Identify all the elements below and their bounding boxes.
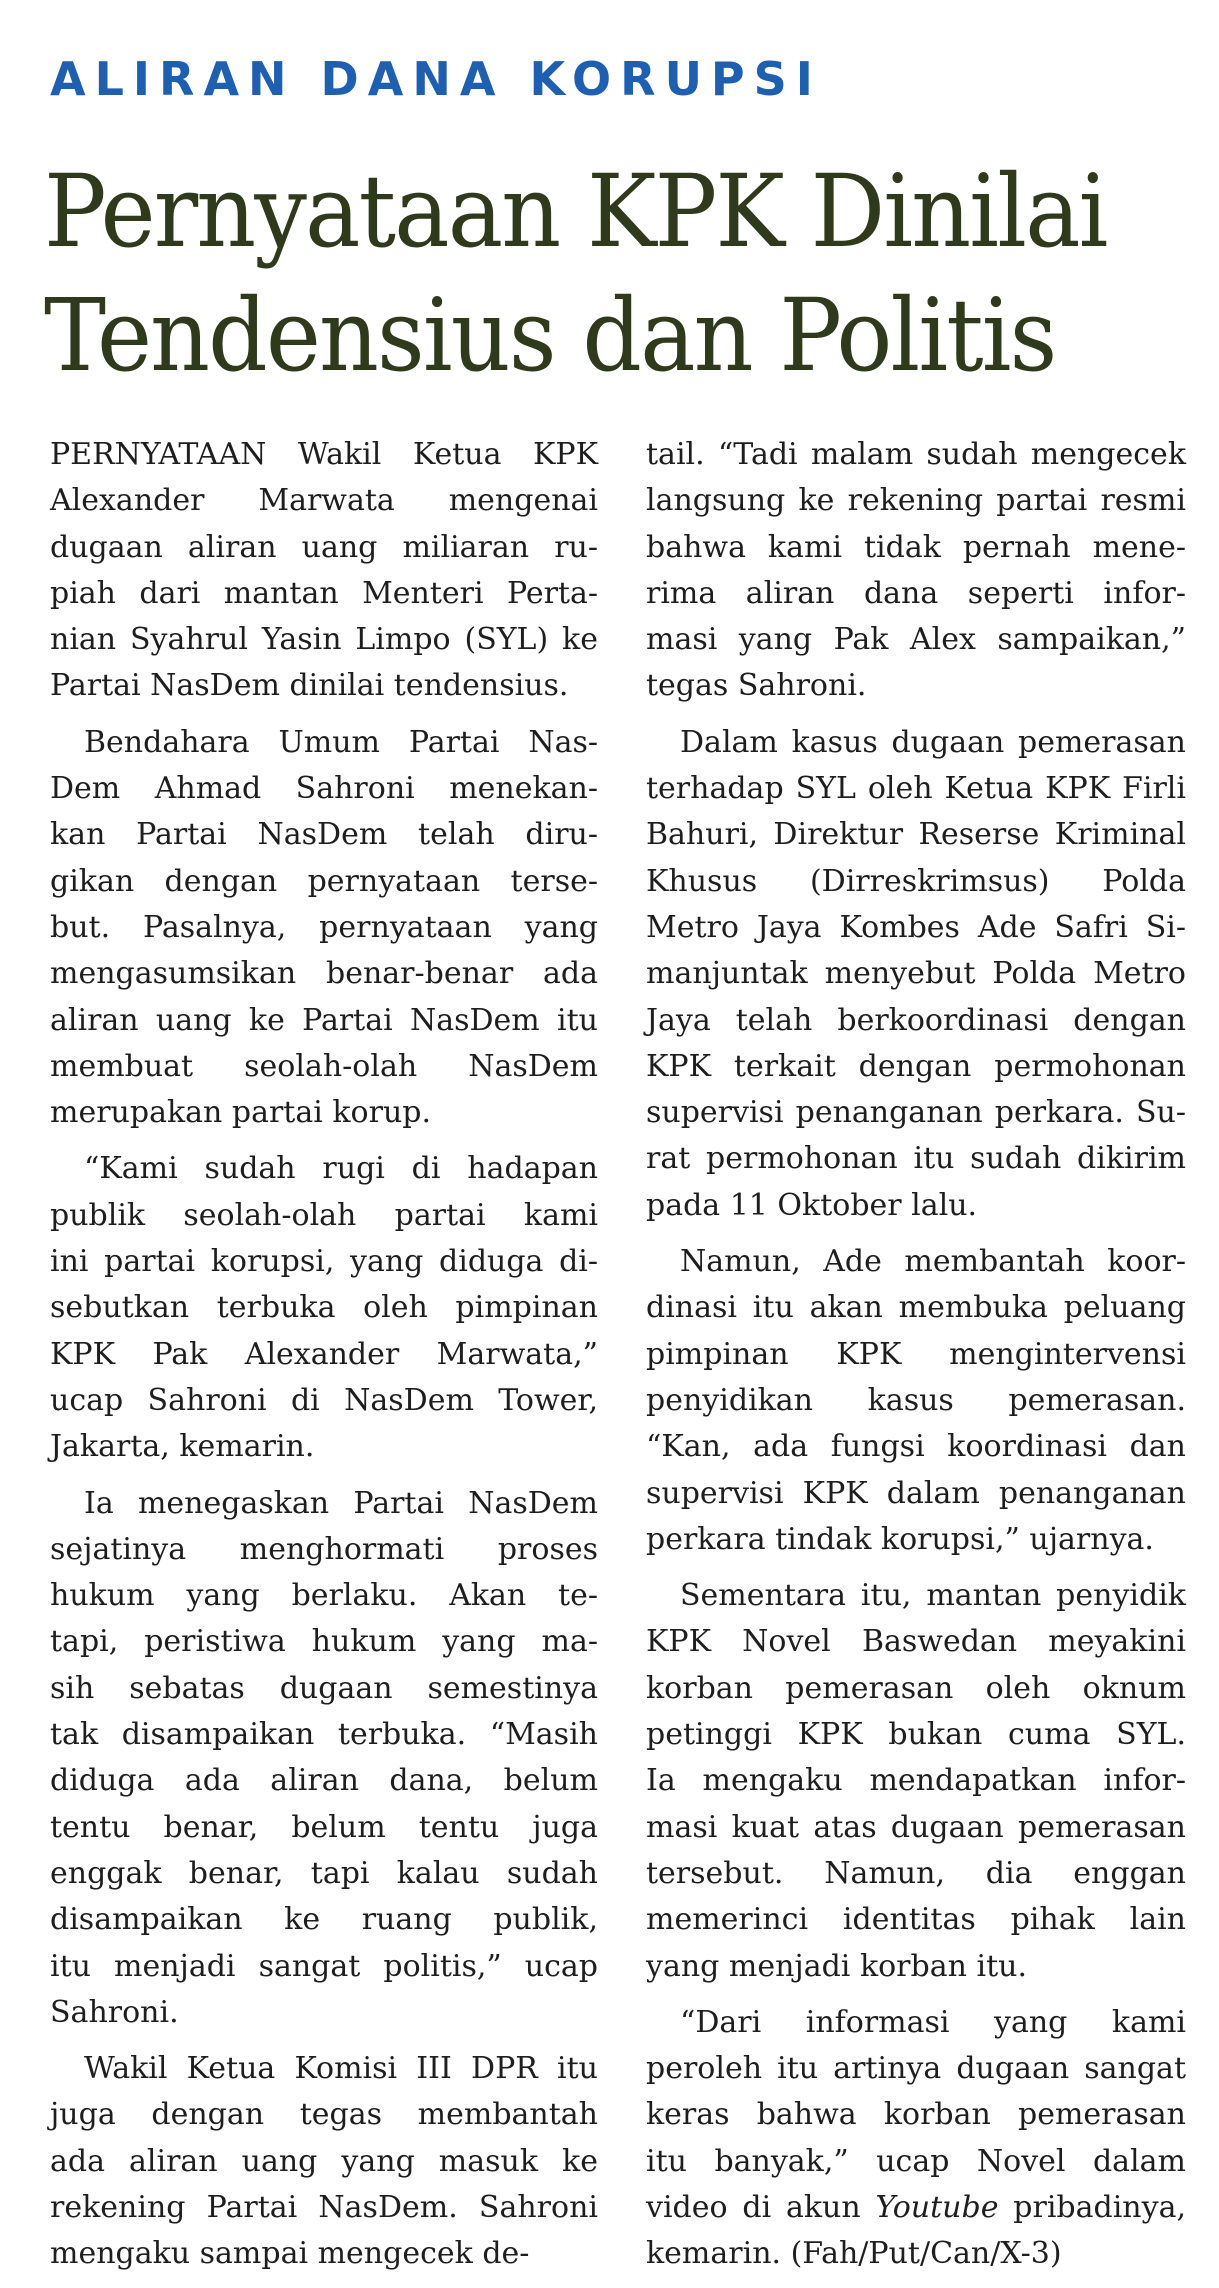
text-line: tentu benar, belum tentu juga [50, 1809, 598, 1845]
text-line: Dem Ahmad Sahroni menekan- [50, 771, 598, 807]
text-line: dugaan aliran uang miliaran ru- [50, 529, 598, 565]
text-line: rima aliran dana seperti infor- [646, 575, 1186, 611]
text-line: Bendahara Umum Partai Nas- [84, 724, 598, 760]
headline-line-1: Pernyataan KPK Dinilai [44, 153, 1107, 270]
text-line: masi kuat atas dugaan pemerasan [646, 1809, 1186, 1845]
paragraph [646, 720, 1186, 1229]
text-line: Sahroni. [50, 1994, 179, 2030]
text-line: piah dari mantan Menteri Perta- [50, 575, 598, 611]
headline [44, 150, 1114, 398]
text-line: Metro Jaya Kombes Ade Safri Si- [646, 909, 1186, 945]
text-line: mengaku sampai mengecek de- [50, 2236, 530, 2272]
text-line: Khusus (Dirreskrimsus) Polda [646, 863, 1186, 899]
text-line: nian Syahrul Yasin Limpo (SYL) ke [50, 622, 598, 658]
text-line: Namun, Ade membantah koor- [680, 1244, 1186, 1280]
italic-word: Youtube [875, 2189, 999, 2225]
paragraph [50, 2046, 598, 2277]
text-line: sejatinya menghormati proses [50, 1531, 598, 1567]
text-line: tak disampaikan terbuka. “Masih [50, 1717, 598, 1753]
text-line: sih sebatas dugaan semestinya [50, 1670, 598, 1706]
text-line: Bahuri, Direktur Reserse Kriminal [646, 817, 1186, 853]
paragraph [50, 432, 598, 710]
text-line: mengasumsikan benar-benar ada [50, 956, 598, 992]
text-fragment: pribadinya, [998, 2189, 1186, 2225]
text-line: pimpinan KPK mengintervensi [646, 1336, 1186, 1372]
text-line: peroleh itu artinya dugaan sangat [646, 2051, 1186, 2087]
text-line: Dalam kasus dugaan pemerasan [680, 724, 1186, 760]
text-line: tail. “Tadi malam sudah mengecek [646, 437, 1186, 472]
article-column-left [50, 432, 598, 2288]
text-line: korban pemerasan oleh oknum [646, 1670, 1186, 1706]
text-line: tapi, peristiwa hukum yang ma- [50, 1624, 598, 1660]
text-line: enggak benar, tapi kalau sudah [50, 1855, 598, 1891]
text-line: but. Pasalnya, pernyataan yang [50, 909, 598, 945]
paragraph [50, 720, 598, 1137]
text-line: itu banyak,” ucap Novel dalam [646, 2143, 1186, 2179]
text-line: Wakil Ketua Komisi III DPR itu [84, 2051, 598, 2087]
text-line: “Dari informasi yang kami [680, 2004, 1186, 2040]
text-line: tegas Sahroni. [646, 668, 867, 704]
text-line: aliran uang ke Partai NasDem itu [50, 1002, 598, 1038]
text-line: kan Partai NasDem telah diru- [50, 817, 598, 853]
paragraph [646, 1573, 1186, 1990]
text-line: Sementara itu, mantan penyidik [680, 1578, 1186, 1614]
text-line: memerinci identitas pihak lain [646, 1902, 1186, 1938]
text-line: Ia menegaskan Partai NasDem [84, 1485, 598, 1521]
text-line: Jakarta, kemarin. [50, 1429, 315, 1465]
text-line: kemarin. (Fah/Put/Can/X-3) [646, 2236, 1062, 2272]
text-line: KPK Pak Alexander Marwata,” [50, 1336, 598, 1372]
paragraph [50, 1481, 598, 2037]
text-line: keras bahwa korban pemerasan [646, 2097, 1186, 2133]
section-kicker: ALIRAN DANA KORUPSI [50, 52, 822, 106]
paragraph [646, 2000, 1186, 2278]
text-line: itu menjadi sangat politis,” ucap [50, 1948, 598, 1984]
text-line: langsung ke rekening partai resmi [646, 483, 1186, 519]
paragraph [50, 1146, 598, 1470]
text-line: KPK terkait dengan permohonan [646, 1048, 1186, 1084]
text-line: penyidikan kasus pemerasan. [646, 1382, 1186, 1418]
text-line: dinasi itu akan membuka peluang [646, 1290, 1186, 1326]
text-line: tersebut. Namun, dia enggan [646, 1855, 1186, 1891]
text-line: disampaikan ke ruang publik, [50, 1902, 598, 1938]
text-line: supervisi penanganan perkara. Su- [646, 1095, 1186, 1131]
text-line: gikan dengan pernyataan terse- [50, 863, 598, 899]
text-line: pada 11 Oktober lalu. [646, 1187, 978, 1223]
text-line: terhadap SYL oleh Ketua KPK Firli [646, 771, 1186, 807]
text-line: yang menjadi korban itu. [646, 1948, 1027, 1984]
paragraph [646, 1239, 1186, 1563]
article-column-right [646, 432, 1186, 2288]
text-line: publik seolah-olah partai kami [50, 1197, 598, 1233]
text-line: petinggi KPK bukan cuma SYL. [646, 1717, 1186, 1753]
text-line: diduga ada aliran dana, belum [50, 1763, 598, 1799]
text-line: PERNYATAAN Wakil Ketua KPK [50, 437, 598, 472]
text-line: supervisi KPK dalam penanganan [646, 1475, 1186, 1511]
text-line: membuat seolah-olah NasDem [50, 1048, 598, 1084]
text-line: video di akun Youtube pribadinya, [646, 2189, 1186, 2225]
text-line: bahwa kami tidak pernah mene- [646, 529, 1186, 565]
text-line: Alexander Marwata mengenai [50, 483, 598, 519]
text-line: manjuntak menyebut Polda Metro [646, 956, 1186, 992]
text-line: “Kan, ada fungsi koordinasi dan [646, 1429, 1186, 1465]
text-line: juga dengan tegas membantah [50, 2097, 598, 2133]
text-line: masi yang Pak Alex sampaikan,” [646, 622, 1186, 658]
text-line: ini partai korupsi, yang diduga di- [50, 1244, 598, 1280]
text-line: Jaya telah berkoordinasi dengan [646, 1002, 1186, 1038]
text-line: sebutkan terbuka oleh pimpinan [50, 1290, 598, 1326]
text-line: rekening Partai NasDem. Sahroni [50, 2189, 598, 2225]
text-line: merupakan partai korup. [50, 1095, 432, 1131]
paragraph [646, 432, 1186, 710]
text-line: hukum yang berlaku. Akan te- [50, 1578, 598, 1614]
text-line: rat permohonan itu sudah dikirim [646, 1141, 1186, 1177]
text-line: ada aliran uang yang masuk ke [50, 2143, 598, 2179]
headline-line-2: Tendensius dan Politis [44, 277, 1056, 394]
text-line: KPK Novel Baswedan meyakini [646, 1624, 1186, 1660]
text-line: ucap Sahroni di NasDem Tower, [50, 1382, 598, 1418]
text-line: Partai NasDem dinilai tendensius. [50, 668, 569, 704]
text-line: Ia mengaku mendapatkan infor- [646, 1763, 1186, 1799]
text-line: “Kami sudah rugi di hadapan [84, 1151, 598, 1187]
text-line: perkara tindak korupsi,” ujarnya. [646, 1521, 1154, 1557]
